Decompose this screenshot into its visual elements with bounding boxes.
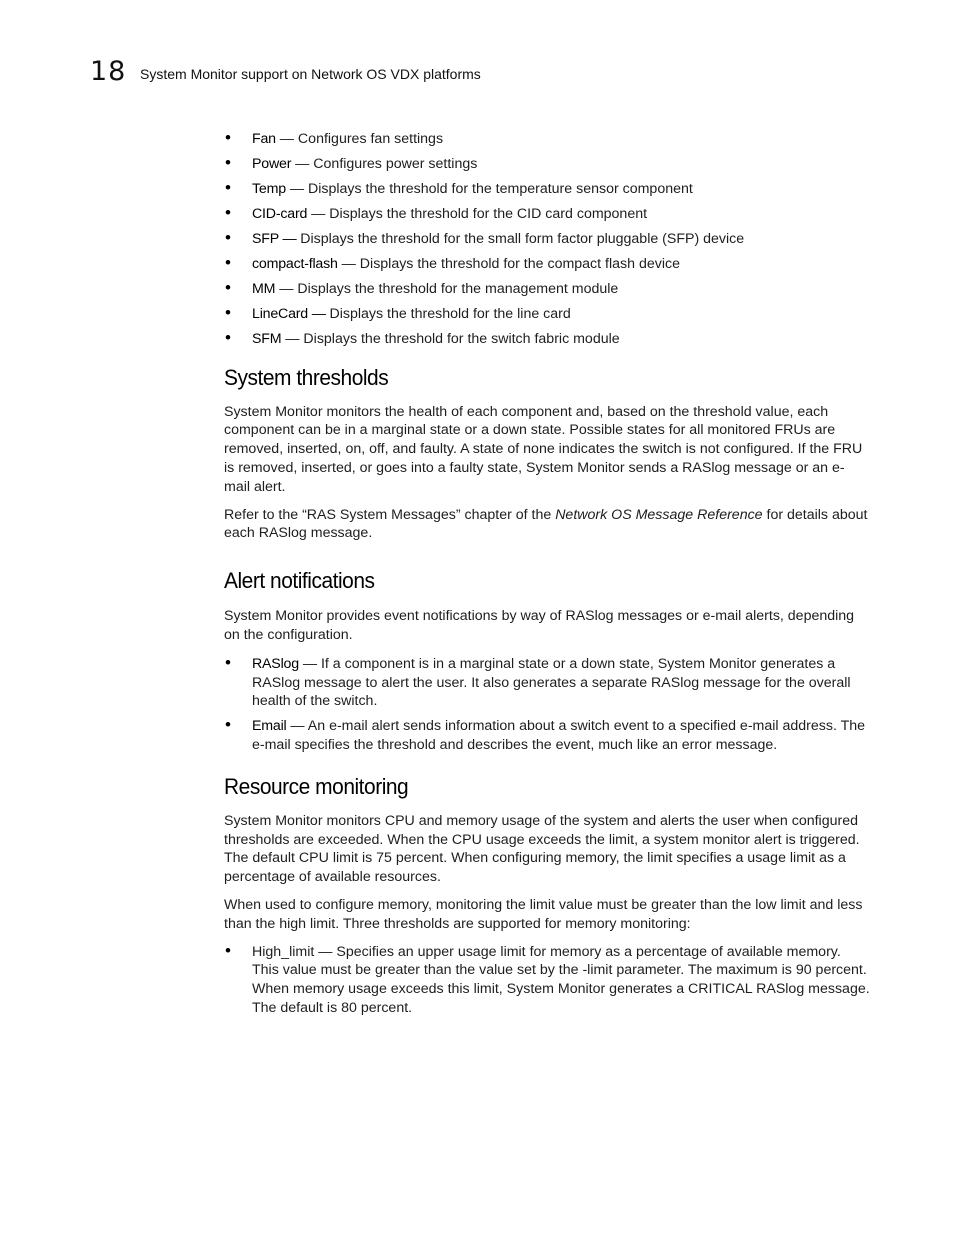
list-item-temp <box>224 180 870 199</box>
memory-monitoring-paragraph: When used to configure memory, monitoring the limit value must be greater than the low limit and less than the high limit. Three thresholds are supported for memory monitoring: <box>224 897 863 932</box>
list-item-desc: — Displays the threshold for the CID card component <box>307 205 648 222</box>
alert-types-list <box>224 655 870 755</box>
list-item-mm <box>224 280 870 299</box>
alert-notifications-heading: Alert notifications <box>224 568 375 594</box>
memory-thresholds-list <box>224 943 870 1018</box>
list-item-power <box>224 155 870 174</box>
system-thresholds-heading: System thresholds <box>224 364 389 390</box>
list-item-desc: — Displays the threshold for the temperature sensor component <box>285 180 693 197</box>
list-item-term: SFM <box>252 330 282 347</box>
list-item-fan <box>224 130 870 149</box>
component-list <box>224 130 870 349</box>
alert-notifications-paragraph: System Monitor provides event notifications by way of RASlog messages or e-mail alerts, depending on the configuration. <box>224 608 855 644</box>
list-item-desc: — Displays the threshold for the management module <box>275 280 619 297</box>
list-item-term: MM <box>252 280 276 297</box>
reference-prefix: Refer to the “RAS System Messages” chapter of the <box>224 506 556 523</box>
list-item-term: Temp <box>252 180 286 197</box>
page-content <box>224 130 870 1024</box>
list-item-email <box>224 717 870 755</box>
resource-monitoring-heading: Resource monitoring <box>224 773 409 799</box>
list-item-desc: — An e-mail alert sends information about a switch event to a specified e-mail address. The e-mail specifies the threshold and describes the event, much like an error message. <box>252 718 866 754</box>
list-item-raslog <box>224 655 870 711</box>
list-item-desc: — Displays the threshold for the switch fabric module <box>281 330 620 347</box>
chapter-title: System Monitor support on Network OS VDX platforms <box>140 66 481 82</box>
list-item-term: LineCard — <box>252 305 330 322</box>
list-item-term: Fan <box>252 131 276 147</box>
list-item-desc: Displays the threshold for the line card <box>329 305 571 322</box>
list-item-desc: — If a component is in a marginal state or a down state, System Monitor generates a RASlog message to alert the user. It also generates a separate RASlog message for the overall health of the switch. <box>252 655 851 710</box>
reference-suffix: for details about each RASlog message. <box>224 506 868 542</box>
list-item-term: SFP — <box>252 230 301 247</box>
list-item-term: CID-card <box>252 205 308 222</box>
list-item-desc: — Configures fan settings <box>275 131 444 147</box>
list-item-linecard <box>224 305 870 324</box>
list-item-high-limit <box>224 943 870 1018</box>
list-item-sfp <box>224 230 870 249</box>
list-item-text: High_limit — Specifies an upper usage limit for memory as a percentage of available memory. This value must be greater than the value set by the -limit parameter. The maximum is 90 percent. When memory usage exceeds this limit, System Monitor generates a CRITICAL RASlog message. The default is 80 percent. <box>252 943 870 1016</box>
list-item-desc: Displays the threshold for the small form factor pluggable (SFP) device <box>300 230 745 247</box>
system-thresholds-reference <box>224 506 870 544</box>
list-item-term: compact-flash <box>252 255 338 272</box>
reference-title: Network OS Message Reference <box>555 506 763 523</box>
resource-monitoring-paragraph: System Monitor monitors CPU and memory usage of the system and alerts the user when configured thresholds are exceeded. When the CPU usage exceeds the limit, a system monitor alert is triggered. The default CPU limit is 75 percent. When configuring memory, the limit specifies a usage limit as a percentage of available resources. <box>224 812 860 886</box>
list-item-compact-flash <box>224 255 870 274</box>
list-item-sfm <box>224 330 870 349</box>
chapter-number: 18 <box>90 56 127 87</box>
system-thresholds-paragraph: System Monitor monitors the health of each component and, based on the threshold value, each component can be in a marginal state or a down state. Possible states for all monitored FRUs are removed, inserted, on, off, and faulty. A state of none indicates the switch is not configured. If the FRU is removed, inserted, or goes into a faulty state, System Monitor sends a RASlog message or an e-mail alert. <box>224 403 863 495</box>
list-item-desc: — Displays the threshold for the compact flash device <box>337 255 680 272</box>
list-item-term: Power <box>252 155 292 172</box>
list-item-term: Email <box>252 718 287 735</box>
list-item-desc: — Configures power settings <box>291 155 478 172</box>
list-item-cid-card <box>224 205 870 224</box>
list-item-term: RASlog <box>252 655 299 672</box>
